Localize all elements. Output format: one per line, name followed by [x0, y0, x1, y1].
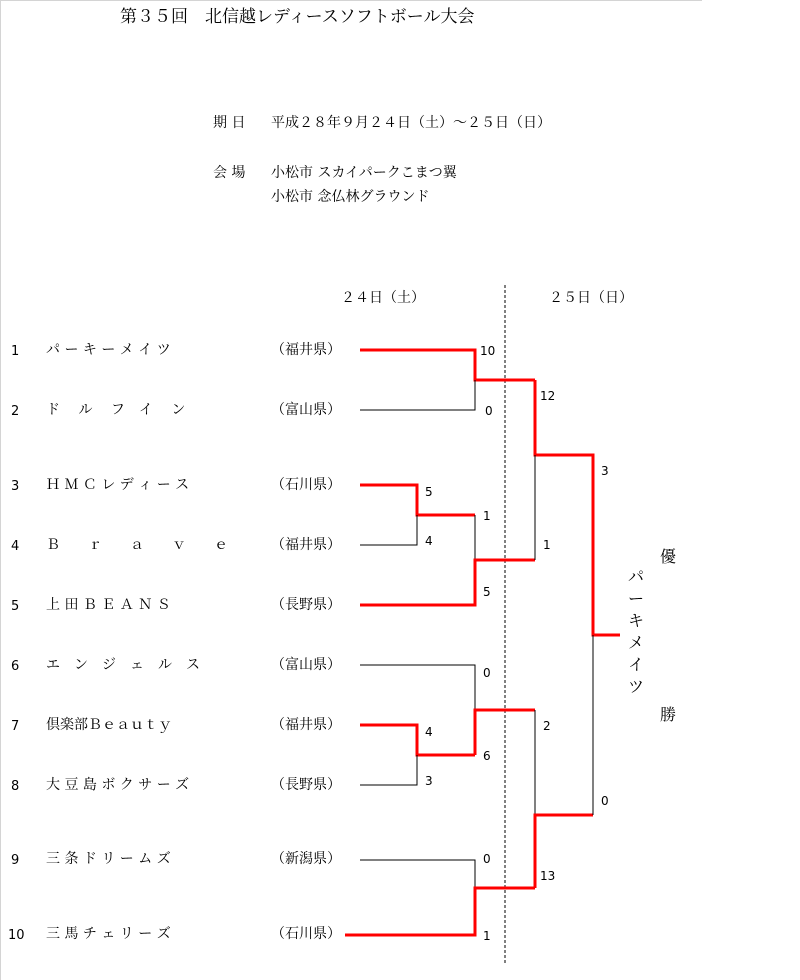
champion-name: パーキメイツ — [627, 567, 644, 696]
bracket-line-lose — [360, 380, 475, 410]
team-name: Ｈ Ｍ Ｃ レ デ ィ ー ス — [46, 477, 190, 493]
team-name: 大 豆 島 ボ ク サ ー ズ — [46, 777, 190, 793]
score: 2 — [543, 719, 551, 733]
team-prefecture: （石川県） — [271, 477, 341, 493]
score: 0 — [483, 852, 491, 866]
team-name: パ ー キ ー メ イ ツ — [46, 342, 171, 358]
score: 5 — [483, 585, 491, 599]
bracket-line-win — [360, 725, 475, 755]
bracket-line-win — [360, 350, 535, 380]
team-name: 上 田 Ｂ Ｅ Ａ Ｎ Ｓ — [46, 597, 171, 613]
team-prefecture: （長野県） — [271, 597, 341, 613]
team-number: 5 — [11, 599, 20, 614]
venue-2: 小松市 念仏林グラウンド — [271, 189, 430, 205]
team-number: 4 — [11, 539, 20, 554]
score: 0 — [485, 404, 493, 418]
score: 5 — [425, 485, 433, 499]
team-number: 7 — [11, 719, 20, 734]
team-prefecture: （富山県） — [271, 402, 341, 418]
score: 0 — [601, 794, 609, 808]
team-number: 3 — [11, 479, 20, 494]
day1-header: ２４日（土） — [341, 290, 425, 306]
team-prefecture: （長野県） — [271, 777, 341, 793]
score: 13 — [540, 869, 556, 883]
team-prefecture: （福井県） — [271, 537, 341, 553]
day2-header: ２５日（日） — [549, 290, 633, 306]
date-label: 期 日 — [213, 115, 246, 131]
score: 3 — [425, 774, 433, 788]
team-name: エ ン ジ ェ ル ス — [46, 657, 200, 673]
team-number: 1 — [11, 344, 20, 359]
team-prefecture: （福井県） — [271, 717, 341, 733]
team-number: 9 — [11, 853, 20, 868]
team-number: 2 — [11, 404, 20, 419]
page-title: 第３５回 北信越レディースソフトボール大会 — [120, 7, 475, 27]
team-prefecture: （石川県） — [271, 926, 341, 942]
champion-label-bottom: 勝 — [660, 705, 677, 724]
team-name: 三 条 ド リ ー ム ズ — [46, 851, 171, 867]
score: 6 — [483, 749, 491, 763]
score: 0 — [483, 666, 491, 680]
team-name: Ｂ ｒ ａ ｖ ｅ — [46, 537, 228, 553]
score: 10 — [480, 344, 496, 358]
bracket-line-lose — [360, 755, 417, 785]
venue-label: 会 場 — [213, 165, 246, 181]
bracket-line-lose — [360, 860, 475, 888]
team-name: 倶楽部Ｂｅａｕｔｙ — [46, 717, 172, 733]
team-prefecture: （新潟県） — [271, 851, 341, 867]
bracket-line-win — [360, 485, 475, 515]
bracket-line-win — [535, 380, 620, 635]
bracket-line-lose — [360, 515, 417, 545]
team-number: 8 — [11, 779, 20, 794]
bracket-line-win — [360, 560, 535, 605]
score: 4 — [425, 725, 433, 739]
team-prefecture: （福井県） — [271, 342, 341, 358]
bracket-line-lose — [360, 665, 475, 710]
score: 4 — [425, 534, 433, 548]
team-prefecture: （富山県） — [271, 657, 341, 673]
score: 1 — [543, 538, 551, 552]
team-number: 6 — [11, 659, 20, 674]
score: 1 — [483, 929, 491, 943]
bracket-line-win — [345, 888, 535, 935]
team-name: 三 馬 チ ェ リ ー ズ — [46, 926, 171, 942]
venue-1: 小松市 スカイパークこまつ翼 — [271, 165, 457, 181]
team-name: ド ル フ イ ン — [46, 402, 186, 418]
score: 12 — [540, 389, 556, 403]
team-number: 10 — [8, 928, 25, 943]
date-value: 平成２８年９月２４日（土）～２５日（日） — [271, 115, 551, 131]
score: 3 — [601, 464, 609, 478]
champion-label-top: 優 — [660, 547, 677, 566]
score: 1 — [483, 509, 491, 523]
